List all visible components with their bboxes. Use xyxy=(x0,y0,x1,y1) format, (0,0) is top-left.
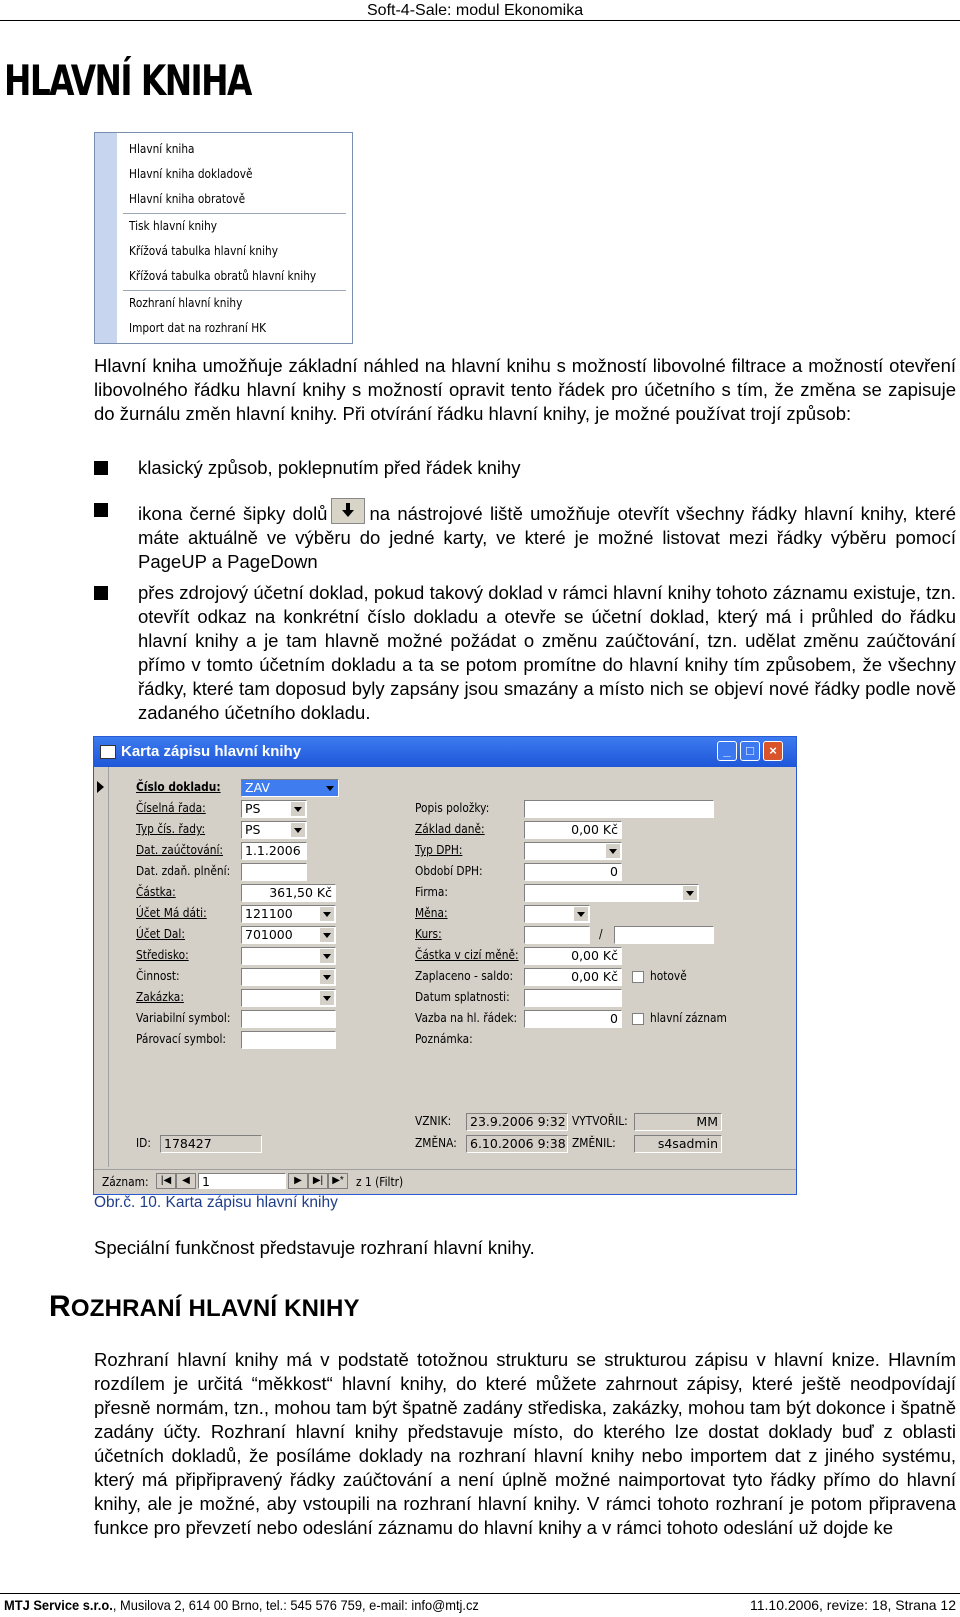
label-zaplaceno-saldo: Zaplaceno - saldo: xyxy=(415,968,514,983)
variabilni-symbol-field[interactable] xyxy=(241,1010,336,1028)
label-zaklad-dane: Základ daně: xyxy=(415,821,485,836)
zmenil-value: s4sadmin xyxy=(634,1135,722,1153)
popis-polozky-field[interactable] xyxy=(524,800,714,818)
record-number-field[interactable]: 1 xyxy=(198,1173,286,1189)
kurs-field[interactable] xyxy=(524,926,590,944)
stredisko-field[interactable] xyxy=(241,947,336,965)
label-ucet-ma-dati: Účet Má dáti: xyxy=(136,905,207,920)
section-heading-initial: R xyxy=(49,1290,71,1323)
label-cislo-dokladu: Číslo dokladu: xyxy=(136,779,221,794)
label-cinnost: Činnost: xyxy=(136,968,180,983)
menu-item-rozhrani[interactable]: Rozhraní hlavní knihy xyxy=(129,296,243,310)
zaplaceno-saldo-field[interactable]: 0,00 Kč xyxy=(524,968,622,986)
vytvoril-label: VYTVOŘIL: xyxy=(572,1113,628,1128)
datum-splatnosti-field[interactable] xyxy=(524,989,622,1007)
menu-item-tisk[interactable]: Tisk hlavní knihy xyxy=(129,219,218,233)
kurs-amount-field[interactable] xyxy=(614,926,714,944)
menu-item-krizova-tabulka-obratu[interactable]: Křížová tabulka obratů hlavní knihy xyxy=(129,269,317,283)
dropdown-icon[interactable] xyxy=(683,886,697,900)
kurs-separator: / xyxy=(599,926,603,941)
cislo-dokladu-field[interactable] xyxy=(241,779,339,797)
window-title: Karta zápisu hlavní knihy xyxy=(121,743,302,760)
menu-separator xyxy=(123,213,346,214)
footer-right: 11.10.2006, revize: 18, Strana 12 xyxy=(750,1597,956,1613)
ciselna-rada-value: PS xyxy=(245,801,261,816)
dropdown-icon[interactable] xyxy=(320,907,334,921)
label-mena: Měna: xyxy=(415,905,448,920)
previous-record-button[interactable]: ◀ xyxy=(176,1173,196,1189)
zmena-value: 6.10.2006 9:38 xyxy=(466,1135,568,1153)
menu-item-krizova-tabulka[interactable]: Křížová tabulka hlavní knihy xyxy=(129,244,278,258)
arrow-down-icon xyxy=(331,498,365,524)
id-label: ID: xyxy=(136,1135,151,1150)
label-popis-polozky: Popis položky: xyxy=(415,800,490,815)
ciselna-rada-field[interactable] xyxy=(241,800,307,818)
label-variabilni-symbol: Variabilní symbol: xyxy=(136,1010,231,1025)
cinnost-field[interactable] xyxy=(241,968,336,986)
maximize-button[interactable]: □ xyxy=(740,741,760,761)
next-record-button[interactable]: ▶ xyxy=(288,1173,308,1189)
bullet-marker xyxy=(94,503,108,517)
label-castka: Částka: xyxy=(136,884,176,899)
parovaci-symbol-field[interactable] xyxy=(241,1031,336,1049)
bullet-classic: klasický způsob, poklepnutím před řádek knihy xyxy=(138,457,521,478)
label-obdobi-dph: Období DPH: xyxy=(415,863,483,878)
dropdown-icon[interactable] xyxy=(320,949,334,963)
obdobi-dph-field[interactable]: 0 xyxy=(524,863,622,881)
footer-left xyxy=(4,1597,479,1613)
bullet-arrow-pre: ikona černé šipky dolů xyxy=(138,503,328,524)
vazba-na-hl-radek-field[interactable]: 0 xyxy=(524,1010,622,1028)
hotove-label: hotově xyxy=(650,968,687,983)
menu-separator xyxy=(123,290,346,291)
window-titlebar[interactable] xyxy=(94,737,796,767)
label-castka-v-cizi-mene: Částka v cizí měně: xyxy=(415,947,519,962)
bullet-marker xyxy=(94,586,108,600)
menu-item-import[interactable]: Import dat na rozhraní HK xyxy=(129,321,267,335)
dropdown-icon[interactable] xyxy=(320,970,334,984)
label-stredisko: Středisko: xyxy=(136,947,189,962)
menu-item-hlavni-kniha-dokladove[interactable]: Hlavní kniha dokladově xyxy=(129,167,253,181)
label-vazba-na-hl-radek: Vazba na hl. řádek: xyxy=(415,1010,518,1025)
dropdown-icon[interactable] xyxy=(606,844,620,858)
label-firma: Firma: xyxy=(415,884,448,899)
new-record-button[interactable]: ▶* xyxy=(328,1173,348,1189)
first-record-button[interactable]: |◀ xyxy=(156,1173,176,1189)
ucet-ma-dati-value: 121100 xyxy=(245,906,293,921)
close-button[interactable]: × xyxy=(763,741,783,761)
dropdown-icon[interactable] xyxy=(320,991,334,1005)
label-ucet-dal: Účet Dal: xyxy=(136,926,185,941)
hotove-checkbox[interactable] xyxy=(632,971,644,983)
hlavni-zaznam-label: hlavní záznam xyxy=(650,1010,727,1025)
vznik-label: VZNIK: xyxy=(415,1113,452,1128)
bullet-source-document: přes zdrojový účetní doklad, pokud takový doklad v rámci hlavní knihy tohoto záznamu existuje, tzn. otevřít odkaz na konkrétní číslo dokladu a otevře se účetní doklad, který má i průhled do řádku hlavní knihy a je tam hlavně možné požádat o změnu zaúčtování, tzn. udělat změnu zaúčtování přímo v tomto účetním dokladu a ta se potom promítne do hlavní knihy tím způsobem, že všechny řádky, které tam doposud byly zapsány jsou smazány a místo nich se objeví nové řádky podle nově zadaného účetního dokladu. xyxy=(138,582,956,723)
zmena-label: ZMĚNA: xyxy=(415,1135,457,1150)
karta-zapisu-window xyxy=(93,736,797,1195)
typ-cis-rady-field[interactable] xyxy=(241,821,307,839)
ucet-dal-value: 701000 xyxy=(245,927,293,942)
ucet-dal-field[interactable] xyxy=(241,926,336,944)
section-heading-rest: OZHRANÍ HLAVNÍ KNIHY xyxy=(70,1295,360,1322)
dropdown-icon[interactable] xyxy=(291,823,305,837)
bullet-arrow-icon xyxy=(138,498,956,574)
dat-zauctovani-field[interactable]: 1.1.2006 xyxy=(241,842,307,860)
label-typ-dph: Typ DPH: xyxy=(415,842,463,857)
firma-field[interactable] xyxy=(524,884,699,902)
typ-dph-field[interactable] xyxy=(524,842,622,860)
menu-icon-strip xyxy=(95,133,117,343)
label-parovaci-symbol: Párovací symbol: xyxy=(136,1031,227,1046)
footer-rule xyxy=(0,1593,960,1594)
vznik-value: 23.9.2006 9:32 xyxy=(466,1113,568,1131)
zakazka-field[interactable] xyxy=(241,989,336,1007)
record-count-label: z 1 (Filtr) xyxy=(356,1174,404,1189)
record-selector[interactable] xyxy=(94,767,109,1167)
dropdown-icon[interactable] xyxy=(574,907,588,921)
label-kurs: Kurs: xyxy=(415,926,442,941)
cislo-dokladu-value: ZAV xyxy=(245,780,270,795)
hlavni-kniha-menu xyxy=(94,132,353,344)
dropdown-icon[interactable] xyxy=(320,928,334,942)
zaklad-dane-field[interactable]: 0,00 Kč xyxy=(524,821,622,839)
last-record-button[interactable]: ▶| xyxy=(308,1173,328,1189)
vytvoril-value: MM xyxy=(634,1113,722,1131)
menu-item-hlavni-kniha[interactable]: Hlavní kniha xyxy=(129,142,195,156)
section-heading xyxy=(49,1290,360,1324)
label-poznamka: Poznámka: xyxy=(415,1031,473,1046)
label-datum-splatnosti: Datum splatnosti: xyxy=(415,989,510,1004)
id-value: 178427 xyxy=(160,1135,262,1153)
label-typ-cis-rady: Typ čís. řady: xyxy=(136,821,206,836)
menu-item-hlavni-kniha-obratove[interactable]: Hlavní kniha obratově xyxy=(129,192,246,206)
special-paragraph: Speciální funkčnost představuje rozhraní hlavní knihy. xyxy=(94,1237,535,1258)
castka-field[interactable]: 361,50 Kč xyxy=(241,884,336,902)
castka-v-cizi-mene-field[interactable]: 0,00 Kč xyxy=(524,947,622,965)
mena-field[interactable] xyxy=(524,905,590,923)
document-header-title: Soft-4-Sale: modul Ekonomika xyxy=(367,2,584,19)
figure-caption: Obr.č. 10. Karta zápisu hlavní knihy xyxy=(94,1194,338,1211)
zmenil-label: ZMĚNIL: xyxy=(572,1135,616,1150)
header-rule xyxy=(0,20,960,21)
hlavni-zaznam-checkbox[interactable] xyxy=(632,1013,644,1025)
typ-cis-rady-value: PS xyxy=(245,822,261,837)
record-navigation-bar xyxy=(94,1169,796,1194)
label-zakazka: Zakázka: xyxy=(136,989,184,1004)
footer-company: MTJ Service s.r.o. xyxy=(4,1597,113,1613)
bullet-arrow-post: na nástrojové liště umožňuje otevřít všechny řádky hlavní knihy, které máte aktuálně ve výběru do jedné karty, ve které je možné listovat mezi řádky výběru pomocí PageUP a PageDown xyxy=(138,503,956,572)
intro-paragraph: Hlavní kniha umožňuje základní náhled na hlavní knihu s možností libovolné filtrace a možností otevření libovolného řádku hlavní knihy s možností opravit tento řádek pro účetního s tím, že změna se zapisuje do žurnálu změn hlavní knihy. Při otvírání řádku hlavní knihy, je možné používat trojí způsob: xyxy=(94,355,956,424)
label-dat-zdan-plneni: Dat. zdaň. plnění: xyxy=(136,863,231,878)
page-title: HLAVNÍ KNIHA xyxy=(4,56,251,105)
dat-zdan-plneni-field[interactable] xyxy=(241,863,307,881)
ucet-ma-dati-field[interactable] xyxy=(241,905,336,923)
bullet-marker xyxy=(94,461,108,475)
current-record-icon xyxy=(97,781,104,793)
label-dat-zauctovani: Dat. zaúčtování: xyxy=(136,842,224,857)
footer-address: , Musilova 2, 614 00 Brno, tel.: 545 576 759, e-mail: info@mtj.cz xyxy=(112,1597,479,1613)
section-paragraph: Rozhraní hlavní knihy má v podstatě totožnou strukturu se strukturou zápisu v hlavní knize. Hlavním rozdílem je určitá “měkkost“ hlavní knihy, do které můžete zahrnout zápisy, které ještě neodpovídají přesně normám, tzn., mohou tam být špatně zadány střediska, zakázky, mohou tam být dokonce i špatně zadány účty. Rozhraní hlavní knihy představuje místo, do kterého lze dostat doklady buď z oblasti účetních dokladů, že posíláme doklady na rozhraní hlavní knihy nebo importem dat z jiného systému, který má připřipravený řádky zaúčtování a není úplně možné naimportovat tyto řádky přímo do hlavní knihy, ale je možné, aby vstoupili na rozhraní hlavní knihy. V rámci tohoto rozhraní je potom připravena funkce pro převzetí nebo odeslání záznamu do hlavní knihy a v rámci tohoto odeslání už dojde ke xyxy=(94,1349,956,1538)
zaznam-label: Záznam: xyxy=(102,1174,149,1189)
form-icon xyxy=(100,745,116,759)
minimize-button[interactable]: _ xyxy=(717,741,737,761)
dropdown-icon[interactable] xyxy=(291,802,305,816)
dropdown-icon[interactable] xyxy=(323,781,337,795)
label-ciselna-rada: Číselná řada: xyxy=(136,800,206,815)
